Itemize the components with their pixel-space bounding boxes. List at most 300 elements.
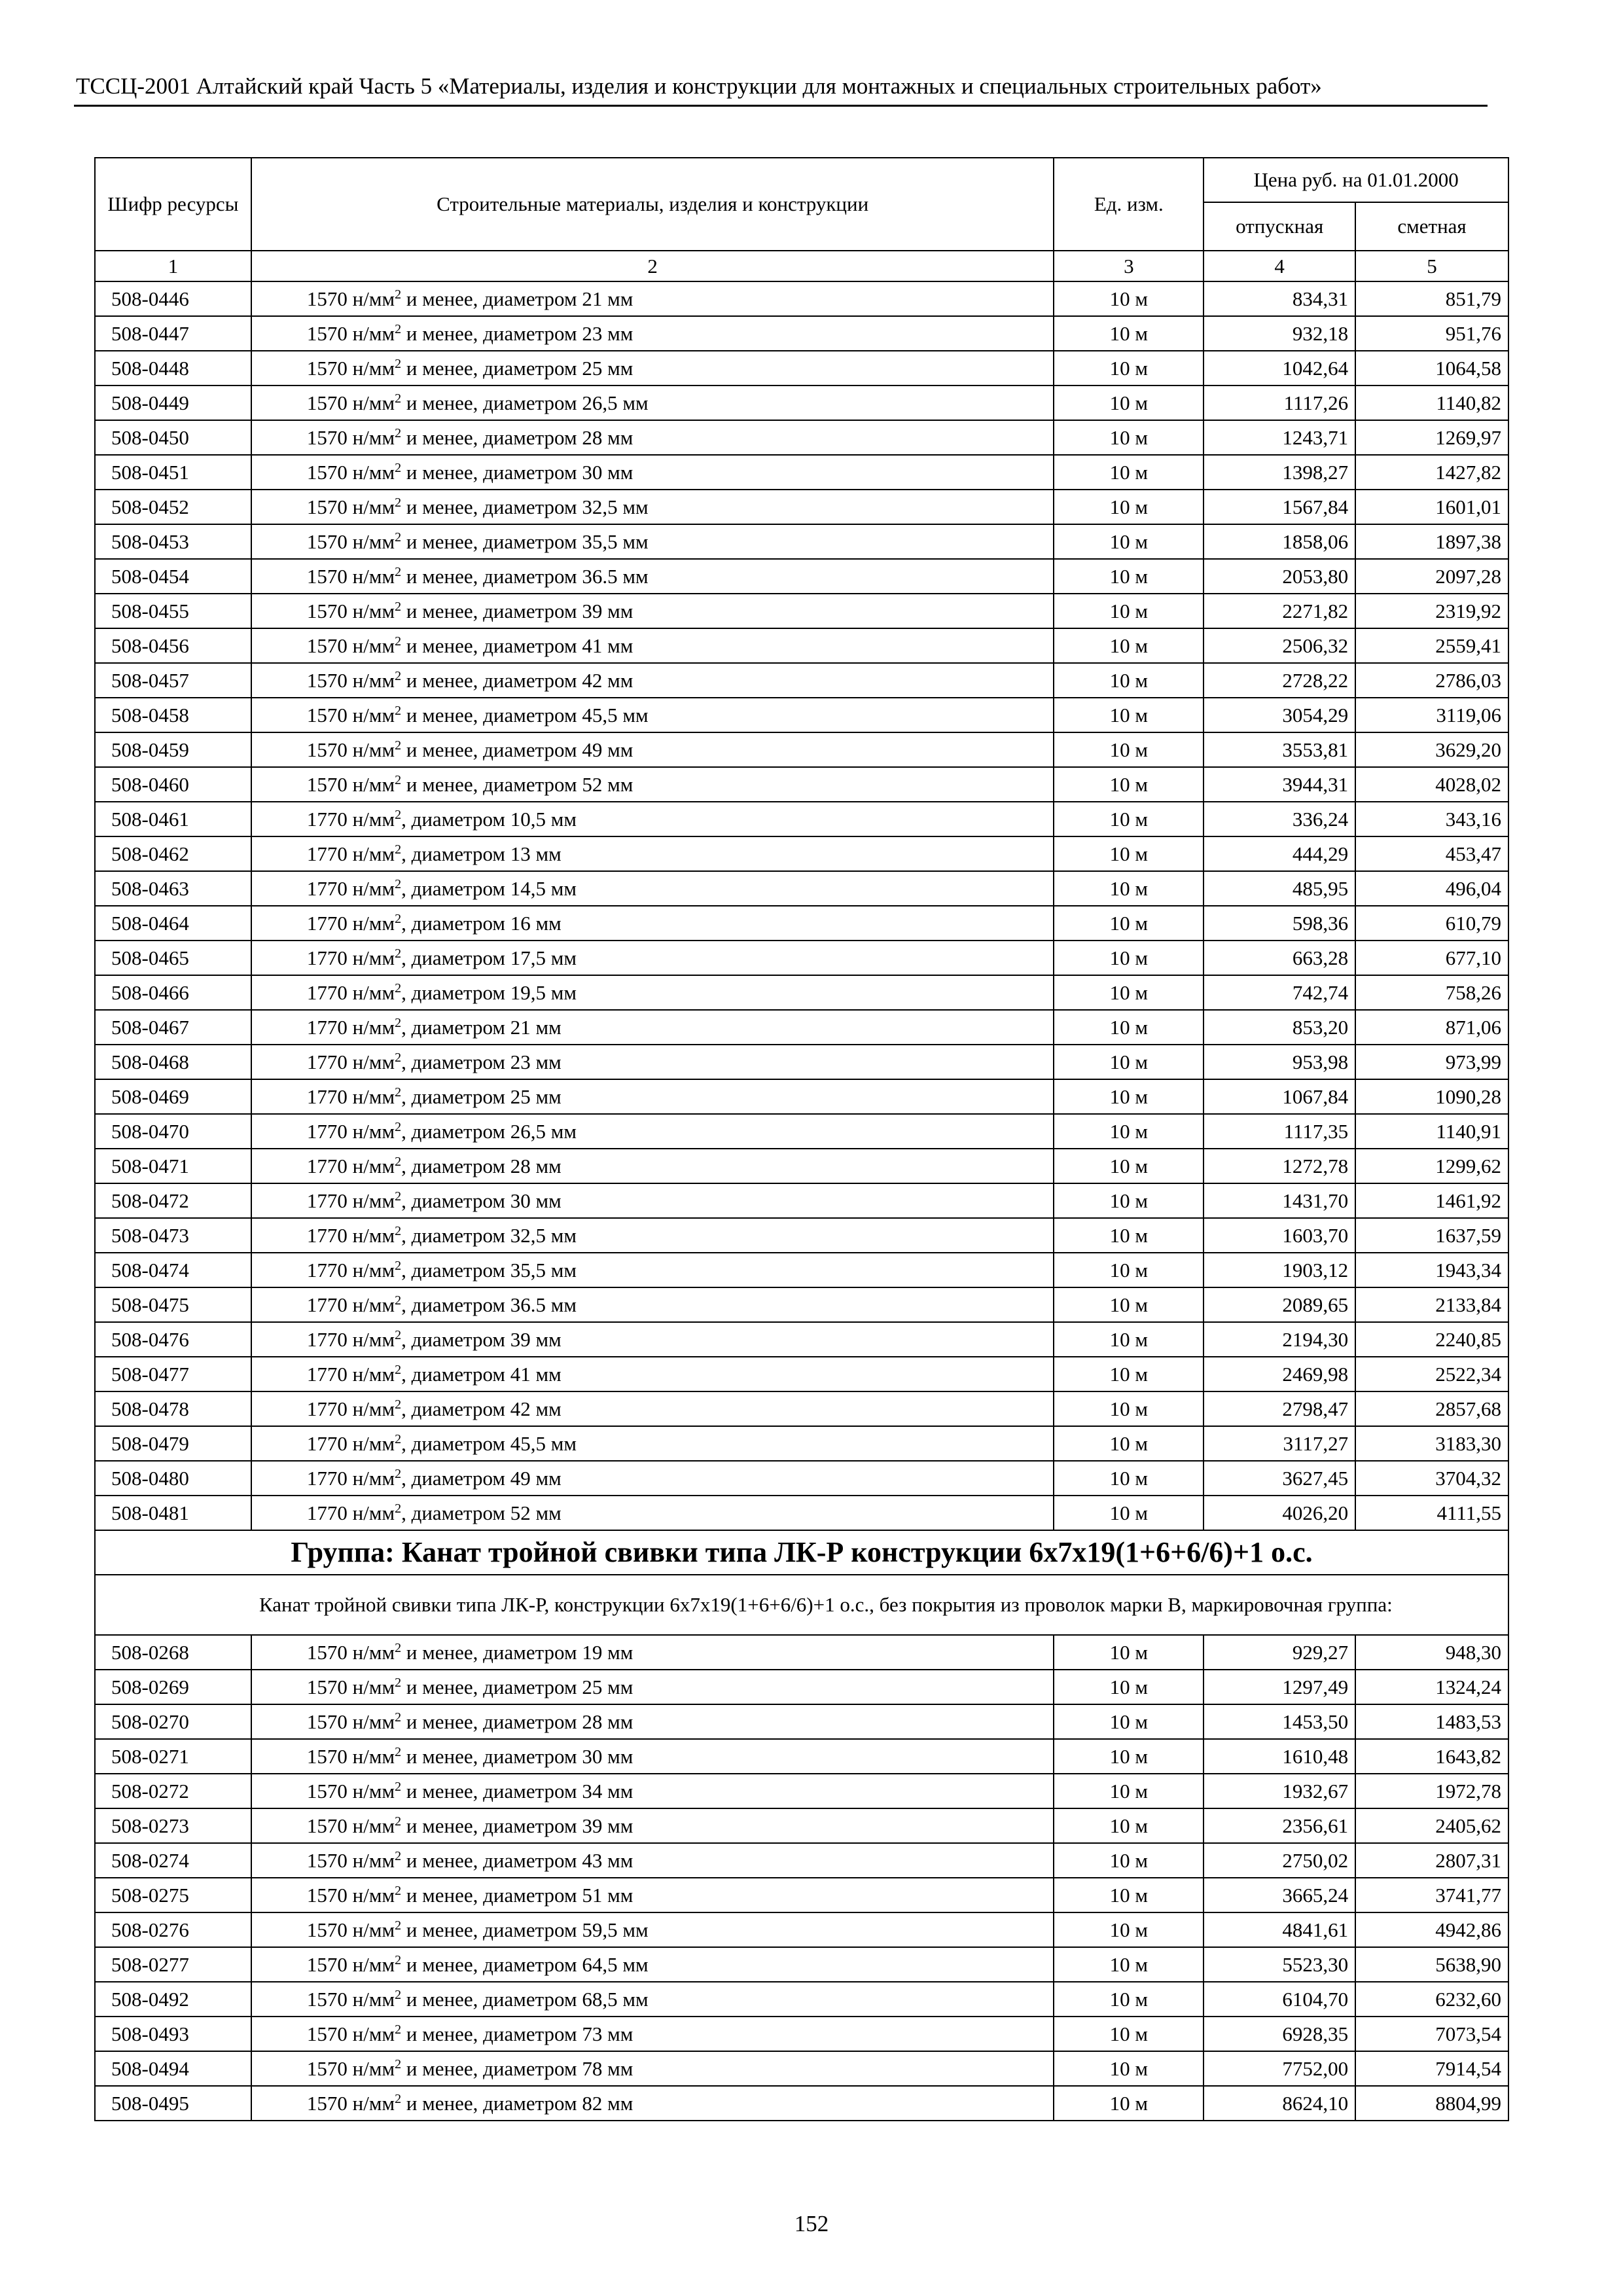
material-strength: 1570 н/мм bbox=[306, 703, 395, 726]
unit-cell: 10 м bbox=[1054, 663, 1204, 698]
release-price: 4841,61 bbox=[1204, 1912, 1355, 1947]
release-price: 929,27 bbox=[1204, 1635, 1355, 1670]
unit-exponent: 2 bbox=[395, 842, 402, 857]
estimate-price: 1601,01 bbox=[1355, 490, 1508, 524]
page-number: 152 bbox=[794, 2211, 829, 2236]
material-name bbox=[251, 1426, 1054, 1461]
material-description: и менее, диаметром 68,5 мм bbox=[401, 1987, 649, 2011]
estimate-price: 3119,06 bbox=[1355, 698, 1508, 732]
material-strength: 1570 н/мм bbox=[306, 564, 395, 588]
unit-exponent: 2 bbox=[395, 495, 402, 510]
material-strength: 1570 н/мм bbox=[306, 1710, 395, 1733]
material-description: , диаметром 39 мм bbox=[401, 1327, 562, 1351]
material-description: и менее, диаметром 41 мм bbox=[401, 634, 633, 657]
unit-exponent: 2 bbox=[395, 668, 402, 683]
table-row bbox=[95, 1426, 1508, 1461]
unit-cell: 10 м bbox=[1054, 732, 1204, 767]
unit-exponent: 2 bbox=[395, 1814, 402, 1829]
unit-exponent: 2 bbox=[395, 1987, 402, 2002]
estimate-price: 4028,02 bbox=[1355, 767, 1508, 802]
release-price: 336,24 bbox=[1204, 802, 1355, 836]
material-name bbox=[251, 871, 1054, 906]
estimate-price: 951,76 bbox=[1355, 316, 1508, 351]
table-row bbox=[95, 1912, 1508, 1947]
estimate-price: 1140,91 bbox=[1355, 1114, 1508, 1149]
material-name bbox=[251, 1218, 1054, 1253]
unit-cell: 10 м bbox=[1054, 281, 1204, 316]
estimate-price: 7073,54 bbox=[1355, 2017, 1508, 2051]
unit-cell: 10 м bbox=[1054, 455, 1204, 490]
material-name bbox=[251, 1114, 1054, 1149]
estimate-price: 4942,86 bbox=[1355, 1912, 1508, 1947]
resource-code: 508-0269 bbox=[95, 1670, 251, 1704]
price-table bbox=[94, 157, 1509, 2121]
unit-cell: 10 м bbox=[1054, 1808, 1204, 1843]
release-price: 1272,78 bbox=[1204, 1149, 1355, 1183]
material-strength: 1770 н/мм bbox=[306, 842, 395, 865]
unit-cell: 10 м bbox=[1054, 1774, 1204, 1808]
header-release: отпускная bbox=[1204, 202, 1355, 251]
material-strength: 1770 н/мм bbox=[306, 1015, 395, 1039]
table-row bbox=[95, 871, 1508, 906]
resource-code: 508-0474 bbox=[95, 1253, 251, 1287]
release-price: 6928,35 bbox=[1204, 2017, 1355, 2051]
unit-cell: 10 м bbox=[1054, 490, 1204, 524]
material-description: , диаметром 45,5 мм bbox=[401, 1431, 577, 1455]
resource-code: 508-0467 bbox=[95, 1010, 251, 1045]
material-description: и менее, диаметром 73 мм bbox=[401, 2022, 633, 2045]
material-description: , диаметром 25 мм bbox=[401, 1085, 562, 1108]
table-row bbox=[95, 281, 1508, 316]
estimate-price: 3704,32 bbox=[1355, 1461, 1508, 1496]
table-row bbox=[95, 1357, 1508, 1391]
resource-code: 508-0459 bbox=[95, 732, 251, 767]
table-row bbox=[95, 386, 1508, 420]
unit-cell: 10 м bbox=[1054, 1322, 1204, 1357]
unit-exponent: 2 bbox=[395, 1015, 402, 1030]
material-strength: 1770 н/мм bbox=[306, 1154, 395, 1177]
unit-exponent: 2 bbox=[395, 980, 402, 996]
release-price: 1042,64 bbox=[1204, 351, 1355, 386]
column-number-row bbox=[95, 251, 1508, 281]
estimate-price: 343,16 bbox=[1355, 802, 1508, 836]
estimate-price: 2786,03 bbox=[1355, 663, 1508, 698]
material-strength: 1570 н/мм bbox=[306, 356, 395, 380]
material-name bbox=[251, 1183, 1054, 1218]
estimate-price: 1269,97 bbox=[1355, 420, 1508, 455]
table-row bbox=[95, 420, 1508, 455]
release-price: 953,98 bbox=[1204, 1045, 1355, 1079]
unit-cell: 10 м bbox=[1054, 2017, 1204, 2051]
material-description: , диаметром 10,5 мм bbox=[401, 807, 577, 831]
material-strength: 1770 н/мм bbox=[306, 1362, 395, 1386]
estimate-price: 1483,53 bbox=[1355, 1704, 1508, 1739]
estimate-price: 610,79 bbox=[1355, 906, 1508, 941]
unit-exponent: 2 bbox=[395, 1431, 402, 1446]
material-strength: 1570 н/мм bbox=[306, 425, 395, 449]
table-row bbox=[95, 1045, 1508, 1079]
table-row bbox=[95, 594, 1508, 628]
table-row bbox=[95, 559, 1508, 594]
material-strength: 1570 н/мм bbox=[306, 1848, 395, 1872]
release-price: 2053,80 bbox=[1204, 559, 1355, 594]
material-description: и менее, диаметром 32,5 мм bbox=[401, 495, 649, 518]
material-name bbox=[251, 524, 1054, 559]
unit-exponent: 2 bbox=[395, 703, 402, 718]
unit-cell: 10 м bbox=[1054, 1114, 1204, 1149]
estimate-price: 1637,59 bbox=[1355, 1218, 1508, 1253]
unit-cell: 10 м bbox=[1054, 1947, 1204, 1982]
running-header: ТССЦ-2001 Алтайский край Часть 5 «Материалы, изделия и конструкции для монтажных и специальных строительных работ» bbox=[76, 73, 1322, 99]
material-description: и менее, диаметром 23 мм bbox=[401, 321, 633, 345]
release-price: 1932,67 bbox=[1204, 1774, 1355, 1808]
unit-exponent: 2 bbox=[395, 356, 402, 371]
unit-exponent: 2 bbox=[395, 738, 402, 753]
material-description: , диаметром 16 мм bbox=[401, 911, 562, 935]
release-price: 1610,48 bbox=[1204, 1739, 1355, 1774]
resource-code: 508-0461 bbox=[95, 802, 251, 836]
unit-exponent: 2 bbox=[395, 1952, 402, 1967]
resource-code: 508-0470 bbox=[95, 1114, 251, 1149]
unit-exponent: 2 bbox=[395, 1119, 402, 1134]
resource-code: 508-0270 bbox=[95, 1704, 251, 1739]
release-price: 1297,49 bbox=[1204, 1670, 1355, 1704]
estimate-price: 8804,99 bbox=[1355, 2086, 1508, 2121]
release-price: 2798,47 bbox=[1204, 1391, 1355, 1426]
table-row bbox=[95, 1878, 1508, 1912]
unit-cell: 10 м bbox=[1054, 1426, 1204, 1461]
material-strength: 1770 н/мм bbox=[306, 1501, 395, 1524]
unit-cell: 10 м bbox=[1054, 698, 1204, 732]
material-strength: 1570 н/мм bbox=[306, 1883, 395, 1907]
unit-cell: 10 м bbox=[1054, 2051, 1204, 2086]
material-strength: 1770 н/мм bbox=[306, 1431, 395, 1455]
estimate-price: 1972,78 bbox=[1355, 1774, 1508, 1808]
table-row bbox=[95, 1982, 1508, 2017]
unit-cell: 10 м bbox=[1054, 767, 1204, 802]
unit-cell: 10 м bbox=[1054, 1461, 1204, 1496]
release-price: 485,95 bbox=[1204, 871, 1355, 906]
unit-exponent: 2 bbox=[395, 1189, 402, 1204]
header-estimate: сметная bbox=[1355, 202, 1508, 251]
material-name bbox=[251, 1704, 1054, 1739]
unit-exponent: 2 bbox=[395, 321, 402, 336]
unit-exponent: 2 bbox=[395, 460, 402, 475]
material-strength: 1770 н/мм bbox=[306, 876, 395, 900]
material-description: , диаметром 49 мм bbox=[401, 1466, 562, 1490]
resource-code: 508-0458 bbox=[95, 698, 251, 732]
material-description: , диаметром 36.5 мм bbox=[401, 1293, 577, 1316]
unit-cell: 10 м bbox=[1054, 1218, 1204, 1253]
estimate-price: 453,47 bbox=[1355, 836, 1508, 871]
unit-exponent: 2 bbox=[395, 1466, 402, 1481]
unit-exponent: 2 bbox=[395, 1501, 402, 1516]
estimate-price: 871,06 bbox=[1355, 1010, 1508, 1045]
table-row bbox=[95, 1183, 1508, 1218]
unit-cell: 10 м bbox=[1054, 594, 1204, 628]
material-name bbox=[251, 1079, 1054, 1114]
unit-cell: 10 м bbox=[1054, 975, 1204, 1010]
table-row bbox=[95, 802, 1508, 836]
unit-cell: 10 м bbox=[1054, 628, 1204, 663]
unit-exponent: 2 bbox=[395, 876, 402, 891]
material-name bbox=[251, 1149, 1054, 1183]
unit-cell: 10 м bbox=[1054, 1739, 1204, 1774]
material-description: и менее, диаметром 21 мм bbox=[401, 287, 633, 310]
material-description: и менее, диаметром 51 мм bbox=[401, 1883, 633, 1907]
unit-cell: 10 м bbox=[1054, 1010, 1204, 1045]
release-price: 598,36 bbox=[1204, 906, 1355, 941]
resource-code: 508-0454 bbox=[95, 559, 251, 594]
unit-cell: 10 м bbox=[1054, 1149, 1204, 1183]
material-description: и менее, диаметром 52 мм bbox=[401, 772, 633, 796]
unit-exponent: 2 bbox=[395, 1744, 402, 1759]
estimate-price: 1643,82 bbox=[1355, 1739, 1508, 1774]
material-name bbox=[251, 2051, 1054, 2086]
release-price: 1398,27 bbox=[1204, 455, 1355, 490]
resource-code: 508-0272 bbox=[95, 1774, 251, 1808]
material-strength: 1570 н/мм bbox=[306, 1814, 395, 1837]
material-strength: 1770 н/мм bbox=[306, 1466, 395, 1490]
material-strength: 1770 н/мм bbox=[306, 1293, 395, 1316]
table-row bbox=[95, 663, 1508, 698]
material-description: и менее, диаметром 64,5 мм bbox=[401, 1952, 649, 1976]
unit-cell: 10 м bbox=[1054, 1982, 1204, 2017]
material-description: и менее, диаметром 35,5 мм bbox=[401, 529, 649, 553]
unit-cell: 10 м bbox=[1054, 1079, 1204, 1114]
resource-code: 508-0477 bbox=[95, 1357, 251, 1391]
material-name bbox=[251, 1461, 1054, 1496]
material-name bbox=[251, 1947, 1054, 1982]
unit-exponent: 2 bbox=[395, 1779, 402, 1794]
table-row bbox=[95, 1391, 1508, 1426]
unit-exponent: 2 bbox=[395, 2091, 402, 2106]
table-row bbox=[95, 1774, 1508, 1808]
resource-code: 508-0447 bbox=[95, 316, 251, 351]
resource-code: 508-0495 bbox=[95, 2086, 251, 2121]
unit-exponent: 2 bbox=[395, 634, 402, 649]
material-name bbox=[251, 1357, 1054, 1391]
table-row bbox=[95, 628, 1508, 663]
column-number: 5 bbox=[1355, 251, 1508, 281]
material-name bbox=[251, 1739, 1054, 1774]
table-row bbox=[95, 1287, 1508, 1322]
material-name bbox=[251, 1253, 1054, 1287]
material-strength: 1570 н/мм bbox=[306, 772, 395, 796]
material-description: , диаметром 42 мм bbox=[401, 1397, 562, 1420]
material-strength: 1770 н/мм bbox=[306, 807, 395, 831]
release-price: 742,74 bbox=[1204, 975, 1355, 1010]
material-description: , диаметром 41 мм bbox=[401, 1362, 562, 1386]
table-row bbox=[95, 1496, 1508, 1530]
material-strength: 1570 н/мм bbox=[306, 1952, 395, 1976]
material-strength: 1570 н/мм bbox=[306, 738, 395, 761]
unit-cell: 10 м bbox=[1054, 1357, 1204, 1391]
unit-cell: 10 м bbox=[1054, 1843, 1204, 1878]
material-name bbox=[251, 1322, 1054, 1357]
estimate-price: 758,26 bbox=[1355, 975, 1508, 1010]
column-number: 1 bbox=[95, 251, 251, 281]
resource-code: 508-0473 bbox=[95, 1218, 251, 1253]
unit-cell: 10 м bbox=[1054, 871, 1204, 906]
unit-exponent: 2 bbox=[395, 911, 402, 926]
unit-cell: 10 м bbox=[1054, 1704, 1204, 1739]
table-row bbox=[95, 1149, 1508, 1183]
estimate-price: 7914,54 bbox=[1355, 2051, 1508, 2086]
release-price: 8624,10 bbox=[1204, 2086, 1355, 2121]
material-description: и менее, диаметром 43 мм bbox=[401, 1848, 633, 1872]
material-description: и менее, диаметром 25 мм bbox=[401, 356, 633, 380]
material-description: и менее, диаметром 49 мм bbox=[401, 738, 633, 761]
material-name bbox=[251, 941, 1054, 975]
release-price: 2469,98 bbox=[1204, 1357, 1355, 1391]
resource-code: 508-0465 bbox=[95, 941, 251, 975]
unit-exponent: 2 bbox=[395, 946, 402, 961]
material-description: и менее, диаметром 39 мм bbox=[401, 1814, 633, 1837]
estimate-price: 1943,34 bbox=[1355, 1253, 1508, 1287]
material-description: и менее, диаметром 34 мм bbox=[401, 1779, 633, 1803]
material-name bbox=[251, 1670, 1054, 1704]
resource-code: 508-0480 bbox=[95, 1461, 251, 1496]
table-row bbox=[95, 1670, 1508, 1704]
unit-exponent: 2 bbox=[395, 1362, 402, 1377]
resource-code: 508-0273 bbox=[95, 1808, 251, 1843]
material-name bbox=[251, 1843, 1054, 1878]
unit-cell: 10 м bbox=[1054, 1635, 1204, 1670]
table-row bbox=[95, 975, 1508, 1010]
material-description: , диаметром 32,5 мм bbox=[401, 1223, 577, 1247]
resource-code: 508-0479 bbox=[95, 1426, 251, 1461]
estimate-price: 2807,31 bbox=[1355, 1843, 1508, 1878]
resource-code: 508-0446 bbox=[95, 281, 251, 316]
release-price: 2506,32 bbox=[1204, 628, 1355, 663]
material-strength: 1570 н/мм bbox=[306, 668, 395, 692]
material-name bbox=[251, 732, 1054, 767]
table-row bbox=[95, 1843, 1508, 1878]
resource-code: 508-0451 bbox=[95, 455, 251, 490]
header-code: Шифр ресурсы bbox=[95, 158, 251, 251]
release-price: 2356,61 bbox=[1204, 1808, 1355, 1843]
resource-code: 508-0466 bbox=[95, 975, 251, 1010]
unit-exponent: 2 bbox=[395, 1918, 402, 1933]
estimate-price: 1140,82 bbox=[1355, 386, 1508, 420]
estimate-price: 1299,62 bbox=[1355, 1149, 1508, 1183]
material-name bbox=[251, 1496, 1054, 1530]
group-description-row bbox=[95, 1575, 1508, 1635]
material-name bbox=[251, 1774, 1054, 1808]
release-price: 6104,70 bbox=[1204, 1982, 1355, 2017]
unit-exponent: 2 bbox=[395, 1848, 402, 1863]
release-price: 3054,29 bbox=[1204, 698, 1355, 732]
table-row bbox=[95, 351, 1508, 386]
table-row bbox=[95, 1010, 1508, 1045]
unit-exponent: 2 bbox=[395, 599, 402, 614]
release-price: 2089,65 bbox=[1204, 1287, 1355, 1322]
table-row bbox=[95, 767, 1508, 802]
material-strength: 1570 н/мм bbox=[306, 495, 395, 518]
estimate-price: 2133,84 bbox=[1355, 1287, 1508, 1322]
material-description: и менее, диаметром 28 мм bbox=[401, 425, 633, 449]
release-price: 4026,20 bbox=[1204, 1496, 1355, 1530]
material-strength: 1770 н/мм bbox=[306, 1258, 395, 1282]
table-row bbox=[95, 1635, 1508, 1670]
unit-exponent: 2 bbox=[395, 2056, 402, 2072]
release-price: 5523,30 bbox=[1204, 1947, 1355, 1982]
material-description: , диаметром 35,5 мм bbox=[401, 1258, 577, 1282]
unit-cell: 10 м bbox=[1054, 1183, 1204, 1218]
material-description: , диаметром 26,5 мм bbox=[401, 1119, 577, 1143]
resource-code: 508-0277 bbox=[95, 1947, 251, 1982]
unit-cell: 10 м bbox=[1054, 906, 1204, 941]
material-description: , диаметром 28 мм bbox=[401, 1154, 562, 1177]
material-strength: 1770 н/мм bbox=[306, 1327, 395, 1351]
material-description: , диаметром 17,5 мм bbox=[401, 946, 577, 969]
unit-cell: 10 м bbox=[1054, 2086, 1204, 2121]
material-strength: 1770 н/мм bbox=[306, 1050, 395, 1073]
release-price: 3627,45 bbox=[1204, 1461, 1355, 1496]
release-price: 1117,26 bbox=[1204, 386, 1355, 420]
table-row bbox=[95, 732, 1508, 767]
release-price: 2750,02 bbox=[1204, 1843, 1355, 1878]
release-price: 663,28 bbox=[1204, 941, 1355, 975]
release-price: 1567,84 bbox=[1204, 490, 1355, 524]
material-name bbox=[251, 698, 1054, 732]
release-price: 932,18 bbox=[1204, 316, 1355, 351]
unit-cell: 10 м bbox=[1054, 1912, 1204, 1947]
unit-exponent: 2 bbox=[395, 425, 402, 440]
material-strength: 1770 н/мм bbox=[306, 1085, 395, 1108]
material-strength: 1570 н/мм bbox=[306, 2056, 395, 2080]
unit-cell: 10 м bbox=[1054, 836, 1204, 871]
resource-code: 508-0481 bbox=[95, 1496, 251, 1530]
table-row bbox=[95, 1253, 1508, 1287]
table-row bbox=[95, 1322, 1508, 1357]
estimate-price: 496,04 bbox=[1355, 871, 1508, 906]
material-name bbox=[251, 455, 1054, 490]
estimate-price: 948,30 bbox=[1355, 1635, 1508, 1670]
material-name bbox=[251, 316, 1054, 351]
column-number: 4 bbox=[1204, 251, 1355, 281]
material-name bbox=[251, 2086, 1054, 2121]
material-strength: 1570 н/мм bbox=[306, 2091, 395, 2115]
material-name bbox=[251, 663, 1054, 698]
resource-code: 508-0449 bbox=[95, 386, 251, 420]
material-description: , диаметром 23 мм bbox=[401, 1050, 562, 1073]
resource-code: 508-0274 bbox=[95, 1843, 251, 1878]
material-description: и менее, диаметром 25 мм bbox=[401, 1675, 633, 1698]
unit-exponent: 2 bbox=[395, 1397, 402, 1412]
release-price: 3117,27 bbox=[1204, 1426, 1355, 1461]
resource-code: 508-0460 bbox=[95, 767, 251, 802]
material-name bbox=[251, 559, 1054, 594]
unit-cell: 10 м bbox=[1054, 1045, 1204, 1079]
material-description: , диаметром 19,5 мм bbox=[401, 980, 577, 1004]
header-unit: Ед. изм. bbox=[1054, 158, 1204, 251]
material-description: и менее, диаметром 59,5 мм bbox=[401, 1918, 649, 1941]
header-rule bbox=[74, 105, 1488, 107]
unit-exponent: 2 bbox=[395, 1154, 402, 1169]
resource-code: 508-0471 bbox=[95, 1149, 251, 1183]
unit-cell: 10 м bbox=[1054, 1391, 1204, 1426]
material-name bbox=[251, 351, 1054, 386]
material-name bbox=[251, 906, 1054, 941]
release-price: 1067,84 bbox=[1204, 1079, 1355, 1114]
material-name bbox=[251, 386, 1054, 420]
resource-code: 508-0453 bbox=[95, 524, 251, 559]
group-heading-row bbox=[95, 1530, 1508, 1575]
resource-code: 508-0450 bbox=[95, 420, 251, 455]
release-price: 1453,50 bbox=[1204, 1704, 1355, 1739]
